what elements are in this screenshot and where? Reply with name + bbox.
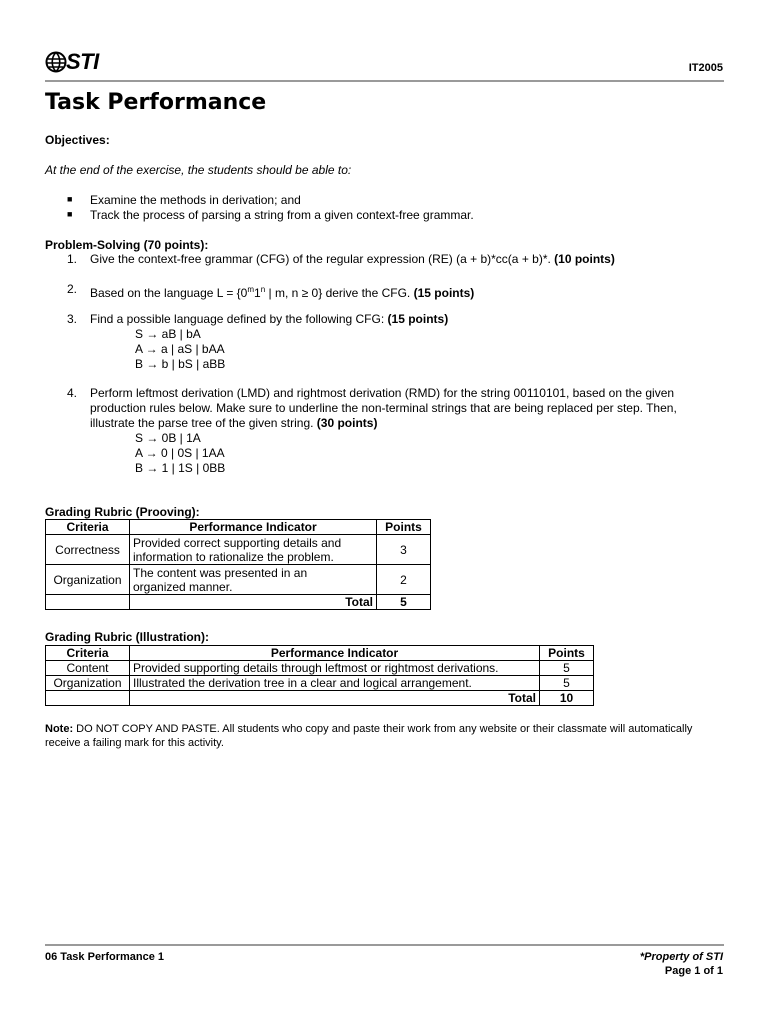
rubric-illustration-table [45,645,594,706]
item-text: production rules below. Make sure to underline the non-terminal strings that are being replaced per step. Then, [90,401,677,415]
superscript: m [247,285,255,294]
item-text: Perform leftmost derivation (LMD) and rightmost derivation (RMD) for the string 00110101, based on the given [90,386,675,400]
points-cell: 2 [377,565,431,595]
item-number: 4. [67,386,78,400]
note-text: receive a failing mark for this activity. [45,737,224,749]
rubric-prooving-heading: Grading Rubric (Prooving): [45,505,200,519]
objective-item: Track the process of parsing a string from a given context-free grammar. [90,208,474,222]
globe-icon [45,51,67,73]
item-text: illustrate the parse tree of the given string. [90,416,314,430]
sti-logo [45,50,99,74]
total-row [46,595,431,610]
footer-property: *Property of STI [639,951,723,963]
criteria-cell: Content [46,661,130,676]
header-rule [45,80,724,82]
criteria-cell: Organization [46,676,130,691]
footer-rule [45,944,724,946]
indicator-cell [130,535,377,565]
column-header: Performance Indicator [130,646,540,661]
rubric-illustration-heading: Grading Rubric (Illustration): [45,630,209,644]
superscript: n [260,285,266,294]
table-row [46,661,594,676]
indicator-line: Provided correct supporting details and [133,535,342,550]
indicator-line: The content was presented in an [133,565,308,580]
grammar-rule: A → a | aS | bAA [135,342,225,356]
objectives-intro: At the end of the exercise, the students should be able to: [45,163,352,177]
column-header: Points [377,520,431,535]
logo-text: STI [66,49,99,74]
note-label: Note: [45,723,74,735]
total-label: Total [130,691,540,706]
footer-page: Page 1 of 1 [664,965,723,977]
column-header: Criteria [46,646,130,661]
item-text: Give the context-free grammar (CFG) of the regular expression (RE) (a + b)*cc(a + b)*. [90,252,551,266]
objectives-heading: Objectives: [45,133,110,147]
page-title: Task Performance [45,90,267,115]
item-number: 2. [67,282,78,296]
points-cell: 5 [540,676,594,691]
indicator-line: organized manner. [133,579,233,594]
problem-item-3 [90,312,448,327]
total-points: 5 [377,595,431,610]
table-row [46,676,594,691]
rubric-prooving-table [45,519,431,610]
item-points: (10 points) [554,252,615,266]
column-header: Points [540,646,594,661]
table-header-row [46,646,594,661]
criteria-cell: Organization [46,565,130,595]
footer-left: 06 Task Performance 1 [45,951,165,963]
table-header-row [46,520,431,535]
grammar-rule: S → 0B | 1A [135,431,201,445]
item-number: 3. [67,312,78,326]
item-number: 1. [67,252,78,266]
item-text: Find a possible language defined by the following CFG: [90,312,385,326]
criteria-cell: Correctness [46,535,130,565]
note [45,722,692,750]
grammar-rule: A → 0 | 0S | 1AA [135,446,225,460]
empty-cell [46,595,130,610]
item-points: (30 points) [316,416,378,430]
item-text: | m, n ≥ 0} derive the CFG. [265,286,411,300]
table-row [46,535,431,565]
course-code: IT2005 [688,62,723,74]
item-points: (15 points) [387,312,449,326]
indicator-cell: Provided supporting details through leftmost or rightmost derivations. [130,661,540,676]
grammar-rule: B → b | bS | aBB [135,357,226,371]
indicator-line: information to rationalize the problem. [133,549,334,564]
objective-item: Examine the methods in derivation; and [90,193,301,207]
problem-item-1 [90,252,615,267]
column-header: Criteria [46,520,130,535]
grammar-rule: S → aB | bA [135,327,201,341]
empty-cell [46,691,130,706]
bullet-icon: ■ [67,194,73,204]
item-text: Based on the language L = {0 [90,286,248,300]
problem-item-2 [90,282,474,301]
indicator-cell: Illustrated the derivation tree in a clear and logical arrangement. [130,676,540,691]
total-points: 10 [540,691,594,706]
table-row [46,565,431,595]
bullet-icon: ■ [67,209,73,219]
points-cell: 5 [540,661,594,676]
item-text: 1 [254,286,261,300]
total-label: Total [130,595,377,610]
indicator-cell [130,565,377,595]
note-text: DO NOT COPY AND PASTE. All students who copy and paste their work from any website or their classmate will automatically [76,723,693,735]
points-cell: 3 [377,535,431,565]
problem-solving-heading: Problem-Solving (70 points): [45,238,209,252]
problem-item-4-last-line [90,416,377,431]
grammar-rule: B → 1 | 1S | 0BB [135,461,226,475]
total-row [46,691,594,706]
item-points: (15 points) [413,286,475,300]
column-header: Performance Indicator [130,520,377,535]
